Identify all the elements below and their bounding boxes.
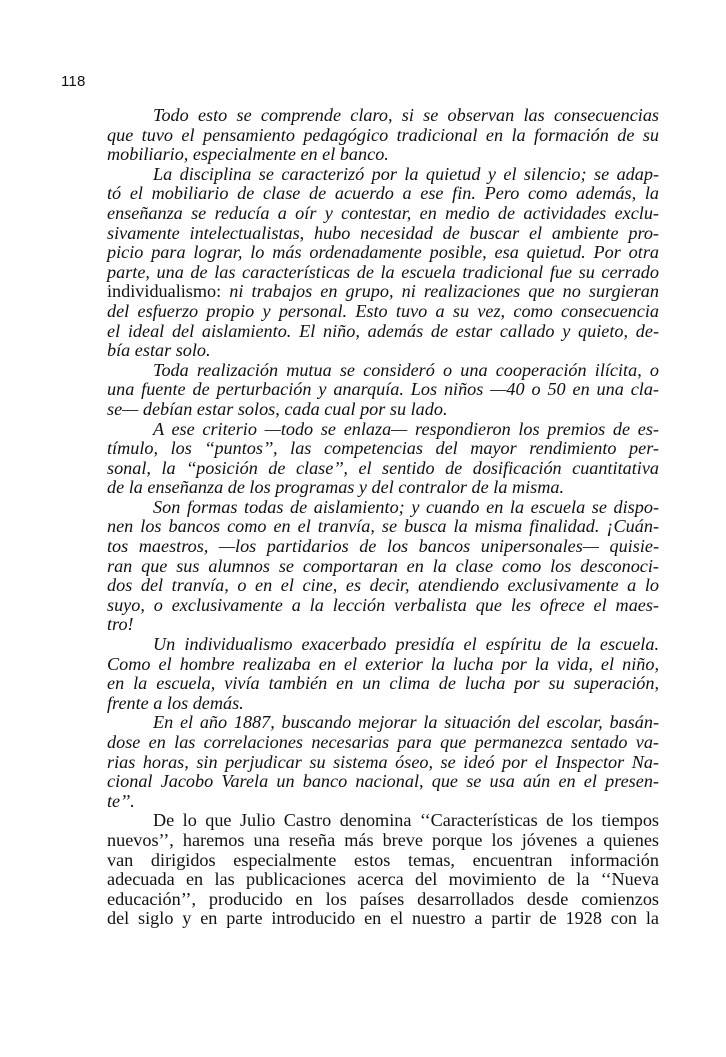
text-line: enseñanza se reducía a oír y contestar, en medio de actividades exclu- bbox=[107, 202, 659, 223]
text-line: del siglo y en parte introducido en el nuestro a partir de 1928 con la bbox=[107, 908, 659, 929]
text-line: La disciplina se caracterizó por la quietud y el silencio; se adap- bbox=[153, 163, 659, 184]
text-line: Un individualismo exacerbado presidía el espíritu de la escuela. bbox=[153, 634, 659, 655]
text-line: dos del tranvía, o en el cine, es decir, atendiendo exclusivamente a lo bbox=[107, 575, 659, 596]
paragraph-5 bbox=[61, 498, 659, 635]
text-line: te’’. bbox=[107, 790, 135, 811]
paragraph-6 bbox=[61, 635, 659, 713]
roman-word: individualismo: bbox=[107, 281, 222, 302]
text-line: A ese criterio —todo se enlaza— respondieron los premios de es- bbox=[153, 418, 659, 439]
text-line: sivamente intelectualistas, hubo necesidad de buscar el ambiente pro- bbox=[107, 222, 659, 243]
text-line: Toda realización mutua se consideró o una cooperación ilícita, o bbox=[153, 359, 659, 380]
text-line-mixed bbox=[61, 282, 659, 302]
text-line: tos maestros, —los partidarios de los bancos unipersonales— quisie- bbox=[107, 536, 659, 557]
text-line: educación’’, producido en los países desarrollados desde comienzos bbox=[107, 888, 659, 909]
text-line: que tuvo el pensamiento pedagógico tradicional en la formación de su bbox=[107, 124, 659, 145]
text-line: se— debían estar solos, cada cual por su lado. bbox=[107, 398, 448, 419]
text-line: suyo, o exclusivamente a la lección verbalista que les ofrece el maes- bbox=[107, 594, 659, 615]
paragraph-4 bbox=[61, 420, 659, 498]
paragraph-3 bbox=[61, 361, 659, 420]
text-line: adecuada en las publicaciones acerca del movimiento de la ‘‘Nueva bbox=[107, 869, 659, 890]
text-line: Como el hombre realizaba en el exterior la lucha por la vida, el niño, bbox=[107, 653, 659, 674]
text-line: el ideal del aislamiento. El niño, además de estar callado y quieto, de- bbox=[107, 320, 659, 341]
text-line: En el año 1887, buscando mejorar la situación del escolar, basán- bbox=[153, 712, 659, 733]
paragraph-1 bbox=[61, 106, 659, 165]
text-line: nuevos’’, haremos una reseña más breve porque los jóvenes a quienes bbox=[107, 829, 659, 850]
text-line: De lo que Julio Castro denomina ‘‘Características de los tiempos bbox=[153, 810, 659, 831]
text-line: van dirigidos especialmente estos temas, encuentran información bbox=[107, 849, 659, 870]
text-line: cional Jacobo Varela un banco nacional, que se usa aún en el presen- bbox=[107, 771, 659, 792]
text-line: mobiliario, especialmente en el banco. bbox=[107, 144, 389, 165]
text-line: bía estar solo. bbox=[107, 340, 211, 361]
paragraph-2 bbox=[61, 165, 659, 361]
italic-remainder: ni trabajos en grupo, ni realizaciones que no surgieran bbox=[221, 281, 659, 302]
body-text bbox=[61, 106, 659, 929]
text-line: rias horas, sin perjudicar su sistema óseo, se ideó por el Inspector Na- bbox=[107, 751, 659, 772]
text-line: dose en las correlaciones necesarias para que permanezca sentado va- bbox=[107, 732, 659, 752]
page-number: 118 bbox=[61, 73, 86, 90]
paragraph-8 bbox=[61, 811, 659, 929]
paragraph-7 bbox=[61, 713, 659, 811]
text-line: tímulo, los ‘‘puntos’’, las competencias del mayor rendimiento per- bbox=[107, 438, 659, 459]
text-line: sonal, la ‘‘posición de clase’’, el sentido de dosificación cuantitativa bbox=[107, 457, 659, 478]
text-line: del esfuerzo propio y personal. Esto tuvo a su vez, como consecuencia bbox=[107, 300, 659, 321]
text-line: tro! bbox=[107, 614, 134, 635]
text-line: ran que sus alumnos se comportaran en la clase como los desconoci- bbox=[107, 555, 659, 576]
text-line: Son formas todas de aislamiento; y cuando en la escuela se dispo- bbox=[153, 496, 659, 517]
text-line: en la escuela, vivía también en un clima de lucha por su superación, bbox=[107, 673, 659, 694]
text-line: Todo esto se comprende claro, si se observan las consecuencias bbox=[153, 105, 659, 125]
text-line: nen los bancos como en el tranvía, se busca la misma finalidad. ¡Cuán- bbox=[107, 516, 659, 537]
text-line: de la enseñanza de los programas y del contralor de la misma. bbox=[107, 477, 565, 498]
text-line: picio para lograr, lo más ordenadamente posible, esa quietud. Por otra bbox=[107, 242, 659, 263]
text-line: frente a los demás. bbox=[107, 692, 244, 713]
text-line: parte, una de las características de la escuela tradicional fue su cerrado bbox=[107, 261, 659, 282]
text-line: una fuente de perturbación y anarquía. Los niños —40 o 50 en una cla- bbox=[107, 379, 659, 400]
text-line: tó el mobiliario de clase de acuerdo a ese fin. Pero como además, la bbox=[107, 183, 659, 204]
